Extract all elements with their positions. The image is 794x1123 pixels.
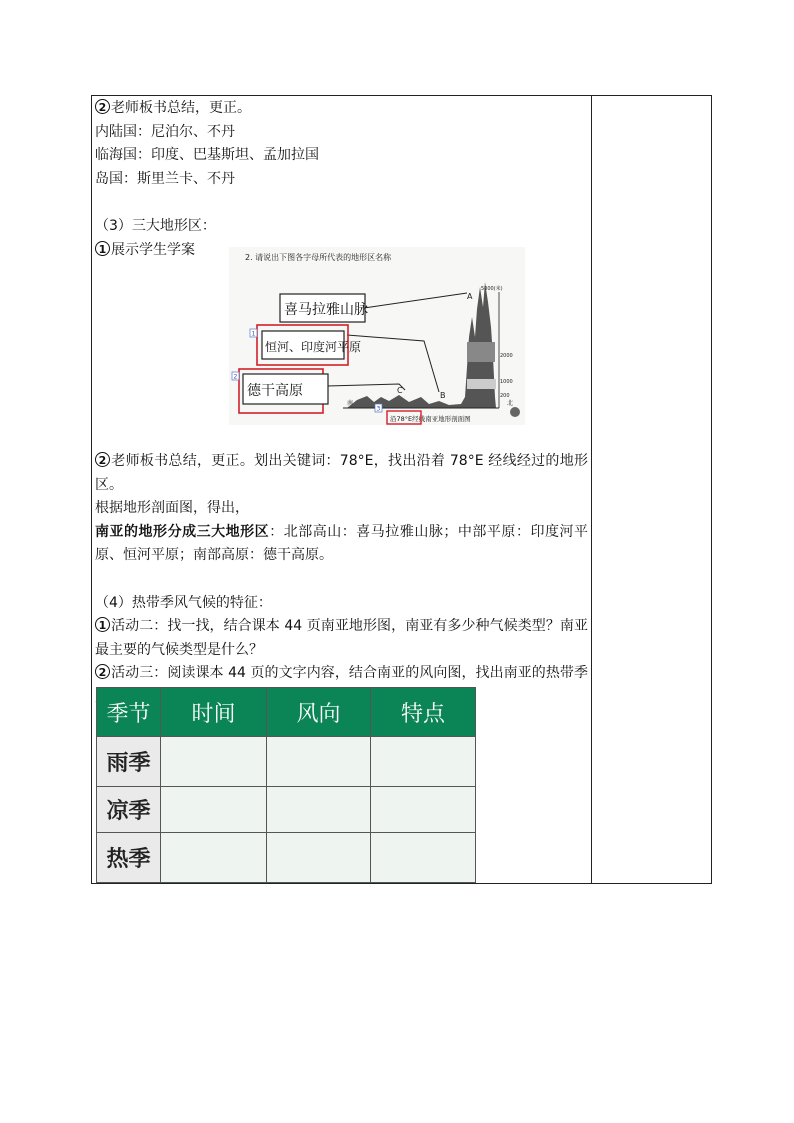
activity-three-line: 2 活动三：阅读课本 44 页的文字内容，结合南亚的风向图，找出南亚的热带季 [95, 662, 588, 709]
axis-label-200: 200 [500, 393, 510, 399]
circled-number: 2 [95, 664, 110, 679]
table-row [97, 833, 476, 883]
coastal-line: 临海国：印度、巴基斯坦、孟加拉国 [95, 147, 319, 163]
south-label: 南 [347, 400, 354, 407]
summary-keyword-line: 2 老师板书总结，更正。划出关键词：78°E，找出沿着 78°E 经线经过的地形区。 [95, 453, 588, 493]
header-season: 季节 [97, 688, 161, 737]
table-cell[interactable] [371, 787, 476, 833]
marker-1-text: 1 [251, 330, 256, 338]
label-deccan: 德干高原 [247, 383, 303, 399]
terrain-band [467, 342, 495, 362]
climate-table [96, 687, 476, 883]
camera-icon [510, 407, 520, 417]
circled-number: 2 [95, 452, 110, 467]
diagram-title: 2. 请说出下图各字母所代表的地形区名称 [245, 253, 392, 262]
table-cell[interactable] [161, 833, 267, 883]
row-hot: 热季 [97, 833, 161, 883]
table-cell[interactable] [267, 737, 371, 787]
column-divider [591, 95, 592, 884]
axis-label-1000: 1000 [500, 379, 513, 385]
profile-line: 根据地形剖面图，得出， [95, 500, 249, 516]
label-plain: 恒河、印度河平原 [265, 340, 362, 354]
letter-b: B [440, 391, 446, 400]
axis-label-2000: 2000 [500, 353, 513, 359]
table-row [97, 787, 476, 833]
table-cell[interactable] [371, 833, 476, 883]
table-header-row [97, 688, 476, 737]
terrain-band [467, 379, 496, 389]
marker-2-text: 2 [233, 373, 238, 381]
letter-a: A [467, 292, 473, 301]
table-cell[interactable] [161, 787, 267, 833]
letter-c: C [397, 386, 403, 395]
north-label: 北 [507, 400, 514, 407]
circled-number: 1 [95, 617, 110, 632]
row-cool: 凉季 [97, 787, 161, 833]
section-terrain-title: （3）三大地形区： [95, 218, 216, 234]
header-feature: 特点 [371, 688, 476, 737]
marker-3-text: 3 [376, 405, 381, 413]
table-cell[interactable] [371, 737, 476, 787]
activity-two-line: 1 活动二：找一找，结合课本 44 页南亚地形图，南亚有多少种气候类型？南亚最主要的气候类型是什么？ [95, 618, 588, 658]
label-himalaya: 喜马拉雅山脉 [284, 302, 368, 318]
table-cell[interactable] [161, 737, 267, 787]
header-time: 时间 [161, 688, 267, 737]
table-cell[interactable] [267, 833, 371, 883]
header-wind: 风向 [267, 688, 371, 737]
diagram-caption: 沿78°E经线南亚地形剖面图 [390, 415, 471, 423]
terrain-profile-diagram [229, 247, 525, 425]
summary-line: 2 老师板书总结，更正。 [95, 97, 588, 121]
section-climate-title: （4）热带季风气候的特征： [95, 594, 272, 611]
row-rainy: 雨季 [97, 737, 161, 787]
terrain-regions-line: 南亚的地形分成三大地形区：北部高山：喜马拉雅山脉；中部平原：印度河平原、恒河平原；南部高原：德干高原。 [95, 523, 589, 563]
circled-number: 1 [95, 241, 110, 256]
circled-number: 2 [95, 99, 110, 114]
landlocked-line: 内陆国：尼泊尔、不丹 [95, 123, 235, 140]
axis-label-5000: 5000(米) [481, 286, 503, 292]
island-line: 岛国：斯里兰卡、不丹 [95, 170, 235, 187]
table-row [97, 737, 476, 787]
show-worksheet-line: 1 展示学生学案 [95, 239, 588, 263]
table-cell[interactable] [267, 787, 371, 833]
